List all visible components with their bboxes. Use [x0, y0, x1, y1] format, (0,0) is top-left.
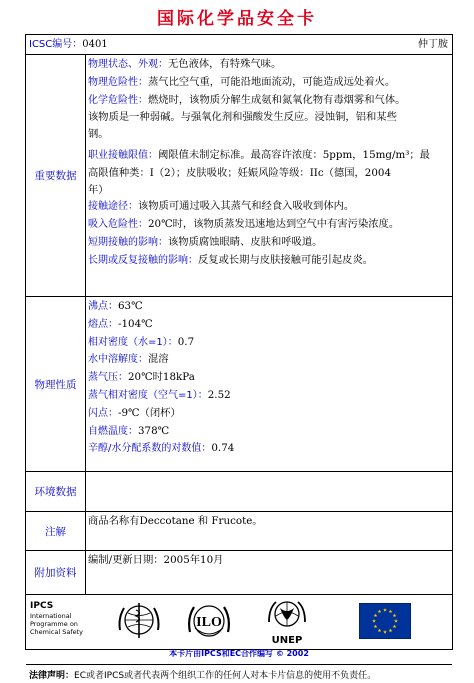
notes-section: [26, 512, 452, 551]
environment-section: [26, 472, 452, 512]
physical-property-row: 自燃温度：378℃: [88, 424, 170, 437]
logo-footer-note: 本卡片由IPCS和EC合作编写 © 2002: [169, 649, 309, 658]
additional-info-section: [26, 551, 452, 595]
notes-text: 商品名称有Deccotane 和 Frucote。: [88, 515, 263, 527]
card-title: 国际化学品安全卡: [157, 9, 317, 29]
physical-property-row: 水中溶解度：混溶: [88, 353, 169, 366]
physical-properties-label: 物理性质: [26, 297, 86, 471]
icsc-id: ICSC编号：0401: [29, 39, 108, 50]
chemical-name: 仲丁胺: [418, 39, 448, 50]
icsc-row: [26, 35, 452, 55]
physical-properties-content: [88, 297, 450, 472]
ipcs-logo: IPCS International Programme on Chemical Safety: [30, 601, 84, 636]
additional-info-text: 编制/更新日期：2005年10月: [88, 554, 224, 566]
physical-property-row: 蒸气相对密度（空气=1）：2.52: [88, 388, 231, 401]
important-data-label: 重要数据: [26, 55, 86, 296]
physical-property-row: 沸点：63℃: [88, 300, 143, 312]
environment-label: 环境数据: [26, 472, 86, 511]
safety-card: [25, 34, 453, 681]
physical-property-row: 闪点：-9℃（闭杯）: [88, 406, 181, 419]
unep-emblem-icon: [266, 598, 308, 646]
additional-info-label: 附加资料: [26, 551, 86, 594]
logo-section: [26, 595, 452, 665]
physical-property-row: 辛醇/水分配系数的对数值：0.74: [88, 442, 235, 455]
who-emblem-icon: [116, 600, 162, 642]
eu-flag-icon: [359, 603, 411, 639]
physical-properties-section: [26, 297, 452, 472]
important-data-section: [26, 55, 452, 297]
important-data-content: 物理状态、外观：无色液体，有特殊气味。 物理危险性：蒸气比空气重，可能沿地面流动，可能造成远处着火。 化学危险性：燃烧时，该物质分解生成氨和氮氧化物有毒烟雾和气体。 该物质是一种弱碱。与强氧化剂和强酸发生反应。浸蚀铜，铝和某些 钢。 职业接触限值：阈限值未制定标准。最高容许浓度：5ppm，15mg/m³；最 高限值种类：I（2）；皮肤吸收；妊娠风险等级：IIc（德国，2004 年） 接触途径：该物质可通过吸入其蒸气和经食入吸收到体内。 吸入危险性：20℃时，该物质蒸发迅速地达到空气中有害污染浓度。 短期接触的影响：该物质腐蚀眼睛、皮肤和呼吸道。 长期或反复接触的影响：反复或长期与皮肤接触可能引起皮炎。: [88, 58, 430, 266]
physical-property-row: 蒸气压：20℃时18kPa: [88, 371, 195, 384]
ilo-emblem-icon: [186, 600, 232, 644]
physical-property-row: 熔点：-104℃: [88, 317, 153, 330]
svg-text:ILO: ILO: [196, 615, 222, 630]
physical-property-row: 相对密度（水=1）：0.7: [88, 335, 195, 348]
svg-text:UNEP: UNEP: [271, 635, 303, 646]
notes-label: 注解: [26, 512, 86, 550]
legal-statement: 法律声明：EC或者IPCS或者代表两个组织工作的任何人对本卡片信息的使用不负责任。: [29, 671, 377, 681]
